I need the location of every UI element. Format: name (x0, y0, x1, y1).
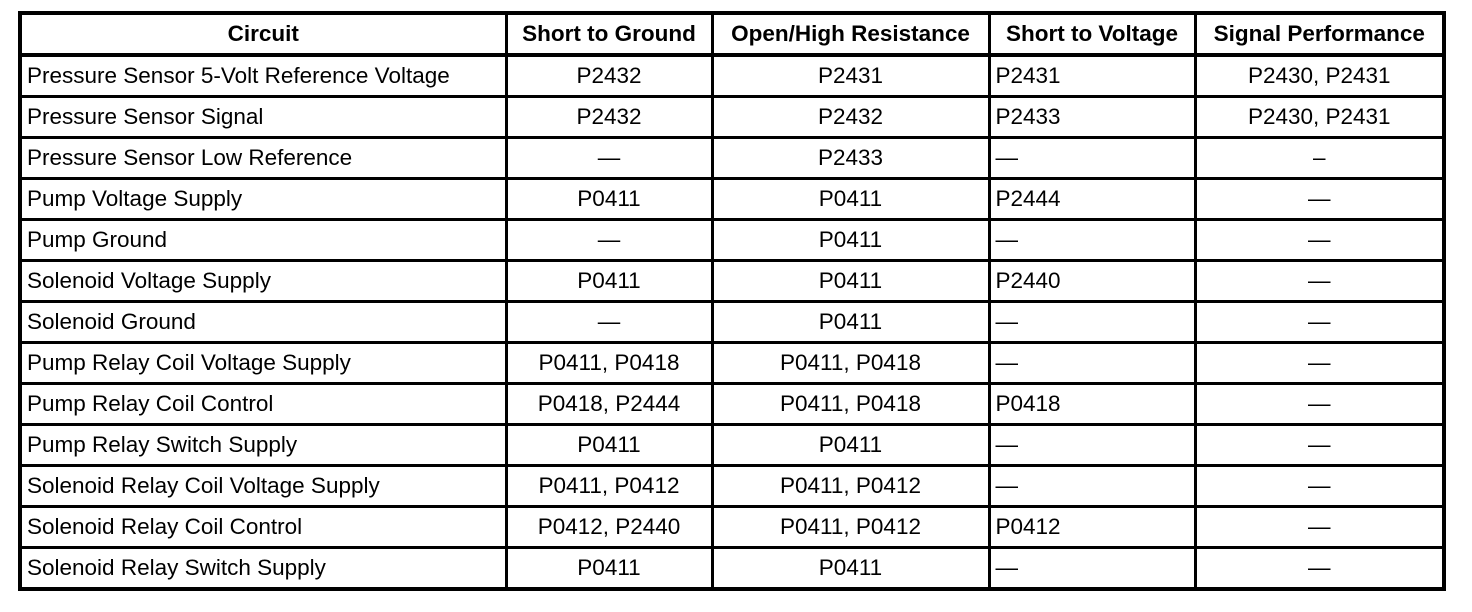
short-to-ground-cell: P0412, P2440 (506, 506, 712, 547)
open-high-resistance-cell: P0411 (712, 219, 989, 260)
open-high-resistance-cell: P0411, P0412 (712, 465, 989, 506)
short-to-voltage-cell: P2444 (989, 178, 1195, 219)
table-row (20, 547, 1444, 589)
short-to-ground-cell: P0411 (506, 178, 712, 219)
table-row (20, 55, 1444, 97)
table-row (20, 301, 1444, 342)
signal-performance-cell: — (1195, 219, 1444, 260)
signal-performance-cell: — (1195, 301, 1444, 342)
signal-performance-cell: – (1195, 138, 1444, 179)
short-to-voltage-cell: — (989, 424, 1195, 465)
header-short-to-ground: Short to Ground (506, 13, 712, 55)
table-row (20, 383, 1444, 424)
circuit-cell: Pressure Sensor 5-Volt Reference Voltage (20, 55, 506, 97)
short-to-voltage-cell: — (989, 138, 1195, 179)
circuit-cell: Pump Ground (20, 219, 506, 260)
open-high-resistance-cell: P2431 (712, 55, 989, 97)
open-high-resistance-cell: P2432 (712, 97, 989, 138)
open-high-resistance-cell: P2433 (712, 138, 989, 179)
short-to-voltage-cell: P2440 (989, 260, 1195, 301)
circuit-dtc-table (18, 11, 1446, 591)
circuit-cell: Pump Relay Switch Supply (20, 424, 506, 465)
open-high-resistance-cell: P0411 (712, 547, 989, 589)
circuit-cell: Pressure Sensor Low Reference (20, 138, 506, 179)
table-row (20, 260, 1444, 301)
table-row (20, 342, 1444, 383)
signal-performance-cell: — (1195, 465, 1444, 506)
signal-performance-cell: — (1195, 547, 1444, 589)
circuit-cell: Pump Relay Coil Control (20, 383, 506, 424)
table-row (20, 465, 1444, 506)
short-to-ground-cell: P0411 (506, 547, 712, 589)
circuit-cell: Solenoid Voltage Supply (20, 260, 506, 301)
open-high-resistance-cell: P0411, P0418 (712, 342, 989, 383)
header-signal-performance: Signal Performance (1195, 13, 1444, 55)
short-to-ground-cell: — (506, 219, 712, 260)
signal-performance-cell: — (1195, 506, 1444, 547)
signal-performance-cell: — (1195, 383, 1444, 424)
short-to-ground-cell: P2432 (506, 97, 712, 138)
open-high-resistance-cell: P0411, P0418 (712, 383, 989, 424)
circuit-cell: Solenoid Relay Coil Control (20, 506, 506, 547)
short-to-voltage-cell: — (989, 219, 1195, 260)
table-row (20, 138, 1444, 179)
circuit-cell: Solenoid Relay Switch Supply (20, 547, 506, 589)
short-to-ground-cell: — (506, 138, 712, 179)
open-high-resistance-cell: P0411 (712, 301, 989, 342)
short-to-ground-cell: P0411 (506, 424, 712, 465)
header-circuit: Circuit (20, 13, 506, 55)
open-high-resistance-cell: P0411 (712, 178, 989, 219)
short-to-ground-cell: P0411, P0412 (506, 465, 712, 506)
short-to-voltage-cell: P2433 (989, 97, 1195, 138)
short-to-ground-cell: P0418, P2444 (506, 383, 712, 424)
open-high-resistance-cell: P0411, P0412 (712, 506, 989, 547)
short-to-ground-cell: P0411, P0418 (506, 342, 712, 383)
signal-performance-cell: — (1195, 260, 1444, 301)
circuit-cell: Pump Voltage Supply (20, 178, 506, 219)
header-open-high-resistance: Open/High Resistance (712, 13, 989, 55)
short-to-ground-cell: P0411 (506, 260, 712, 301)
short-to-ground-cell: P2432 (506, 55, 712, 97)
circuit-cell: Solenoid Relay Coil Voltage Supply (20, 465, 506, 506)
header-short-to-voltage: Short to Voltage (989, 13, 1195, 55)
table-row (20, 506, 1444, 547)
signal-performance-cell: P2430, P2431 (1195, 55, 1444, 97)
open-high-resistance-cell: P0411 (712, 424, 989, 465)
short-to-voltage-cell: P0412 (989, 506, 1195, 547)
circuit-cell: Pressure Sensor Signal (20, 97, 506, 138)
signal-performance-cell: — (1195, 178, 1444, 219)
table-row (20, 178, 1444, 219)
open-high-resistance-cell: P0411 (712, 260, 989, 301)
short-to-ground-cell: — (506, 301, 712, 342)
short-to-voltage-cell: — (989, 342, 1195, 383)
circuit-cell: Pump Relay Coil Voltage Supply (20, 342, 506, 383)
signal-performance-cell: — (1195, 424, 1444, 465)
short-to-voltage-cell: — (989, 547, 1195, 589)
signal-performance-cell: P2430, P2431 (1195, 97, 1444, 138)
short-to-voltage-cell: — (989, 465, 1195, 506)
short-to-voltage-cell: P2431 (989, 55, 1195, 97)
table-row (20, 424, 1444, 465)
short-to-voltage-cell: — (989, 301, 1195, 342)
table-row (20, 219, 1444, 260)
short-to-voltage-cell: P0418 (989, 383, 1195, 424)
circuit-cell: Solenoid Ground (20, 301, 506, 342)
signal-performance-cell: — (1195, 342, 1444, 383)
table-header-row (20, 13, 1444, 55)
table-row (20, 97, 1444, 138)
